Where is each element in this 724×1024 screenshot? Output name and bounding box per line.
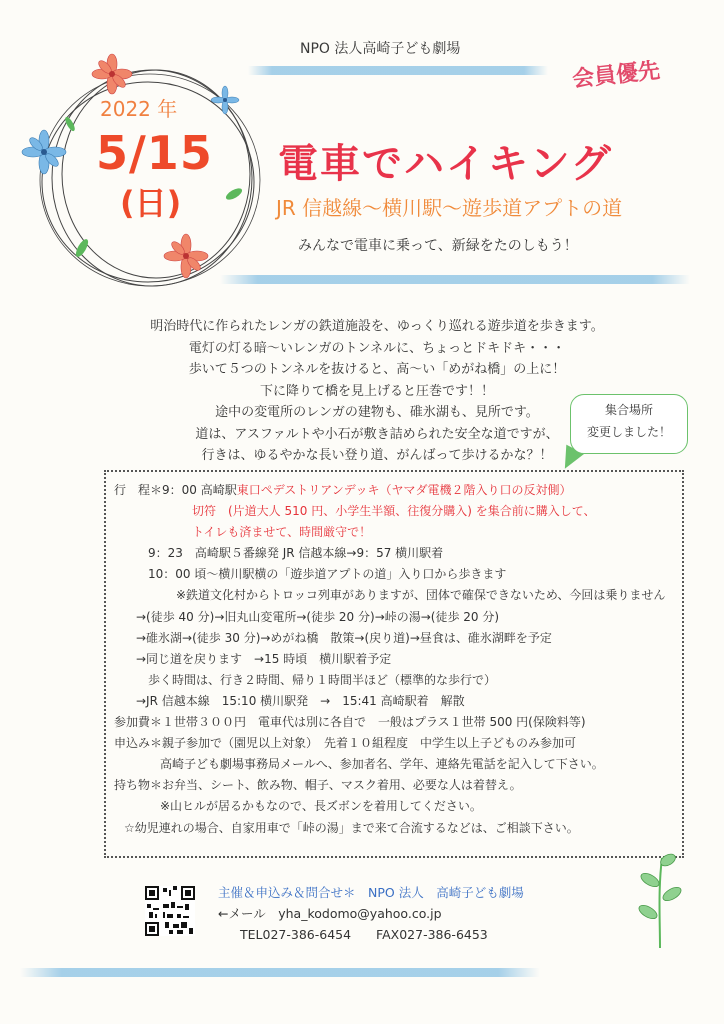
itinerary-note: ※鉄道文化村からトロッコ列車がありますが、団体で確保できないため、今回は乗りません <box>176 588 666 603</box>
belongings-note: ※山ヒルが居るかもなので、長ズボンを着用してください。 <box>160 799 482 814</box>
event-weekday: (日) <box>120 184 182 222</box>
intro-line: 歩いて５つのトンネルを抜けると、高～い「めがね橋」の上に！ <box>188 362 566 377</box>
blue-band-middle <box>220 275 690 284</box>
contact-heading: 主催＆申込み＆問合せ＊ NPO 法人 高崎子ども劇場 <box>218 885 524 900</box>
itinerary-line <box>114 480 684 501</box>
return-line: →JR 信越本線 15:10 横川駅発 → 15:41 高崎駅着 解散 <box>136 693 465 708</box>
meeting-point: 東口ペデストリアンデッキ（ヤマダ電機２階入り口の反対側） <box>236 483 572 497</box>
contact-block <box>218 882 524 945</box>
route-line: →碓氷湖→(徒歩 30 分)→めがね橋 散策→(戻り道)→昼食は、碓氷湖畔を予定 <box>136 630 552 645</box>
contact-email: ←メール yha_kodomo@yahoo.co.jp <box>218 906 442 921</box>
ticket-note: 切符 (片道大人 510 円、小学生半額、往復分購入) を集合前に購入して、 <box>192 504 596 519</box>
notice-line: 変更しました！ <box>586 425 671 439</box>
priority-stamp: 会員優先 <box>571 58 662 93</box>
blue-band-top <box>248 66 548 75</box>
itinerary-line: 10：00 頃～横川駅横の「遊歩道アプトの道」入り口から歩きます <box>148 567 507 582</box>
intro-line: 下に降りて橋を見上げると圧巻です！！ <box>259 383 494 399</box>
tagline: みんなで電車に乗って、新緑をたのしもう！ <box>298 238 578 254</box>
route-line: →(徒歩 40 分)→旧丸山変電所→(徒歩 20 分)→峠の湯→(徒歩 20 分) <box>136 609 500 624</box>
flower-icon <box>92 54 132 94</box>
flower-icon <box>211 86 239 114</box>
ticket-note-2: トイレも済ませて、時間厳守で！ <box>192 525 372 540</box>
organizer: NPO 法人高崎子ども劇場 <box>300 41 461 57</box>
belongings-line: 持ち物＊お弁当、シート、飲み物、帽子、マスク着用、必要な人は着替え。 <box>114 778 522 793</box>
intro-line: 電灯の灯る暗～いレンガのトンネルに、ちょっとドキドキ・・・ <box>188 340 566 356</box>
qr-code-icon <box>145 886 195 936</box>
apply-line: 申込み＊親子参加で（園児以上対象） 先着１０組程度 中学生以上子どものみ参加可 <box>114 736 577 751</box>
blue-band-bottom <box>20 968 540 977</box>
fee-line: 参加費＊１世帯３００円 電車代は別に各自で 一般はプラス１世帯 500 円(保険料等) <box>114 715 586 730</box>
itinerary-start: 行 程＊9：00 高崎駅 <box>114 483 237 497</box>
page-title: 電車でハイキング <box>278 141 613 187</box>
route-subtitle: JR 信越線～横川駅～遊歩道アプトの道 <box>276 196 623 220</box>
apply-note: 高崎子ども劇場事務局メールへ、参加者名、学年、連絡先電話を記入して下さい。 <box>160 757 604 772</box>
route-line: →同じ道を戻ります →15 時頃 横川駅着予定 <box>136 651 392 666</box>
itinerary-line: 9：23 高崎駅５番線発 JR 信越本線→9：57 横川駅着 <box>148 546 444 561</box>
sprout-icon <box>630 850 690 950</box>
intro-line: 途中の変電所のレンガの建物も、碓氷湖も、見所です。 <box>215 405 539 420</box>
notice-bubble <box>570 394 688 454</box>
contact-phone: TEL027-386-6454 FAX027-386-6453 <box>240 927 488 942</box>
notice-line: 集合場所 <box>604 403 653 417</box>
walk-time: 歩く時間は、行き２時間、帰り１時間半ほど（標準的な歩行で） <box>148 672 497 687</box>
intro-line: 道は、アスファルトや小石が敷き詰められた安全な道ですが、 <box>195 426 559 442</box>
infant-note: ☆幼児連れの場合、自家用車で「峠の湯」まで来て合流するなどは、ご相談下さい。 <box>124 820 579 835</box>
leaf-icon <box>224 186 244 202</box>
event-date: 5/15 <box>96 126 213 180</box>
intro-line: 明治時代に作られたレンガの鉄道施設を、ゆっくり巡れる遊歩道を歩きます。 <box>150 319 604 334</box>
intro-line: 行きは、ゆるやかな長い登り道、がんばって歩けるかな？！ <box>201 448 553 463</box>
details-text <box>114 480 684 839</box>
event-year: 2022 年 <box>100 97 178 121</box>
